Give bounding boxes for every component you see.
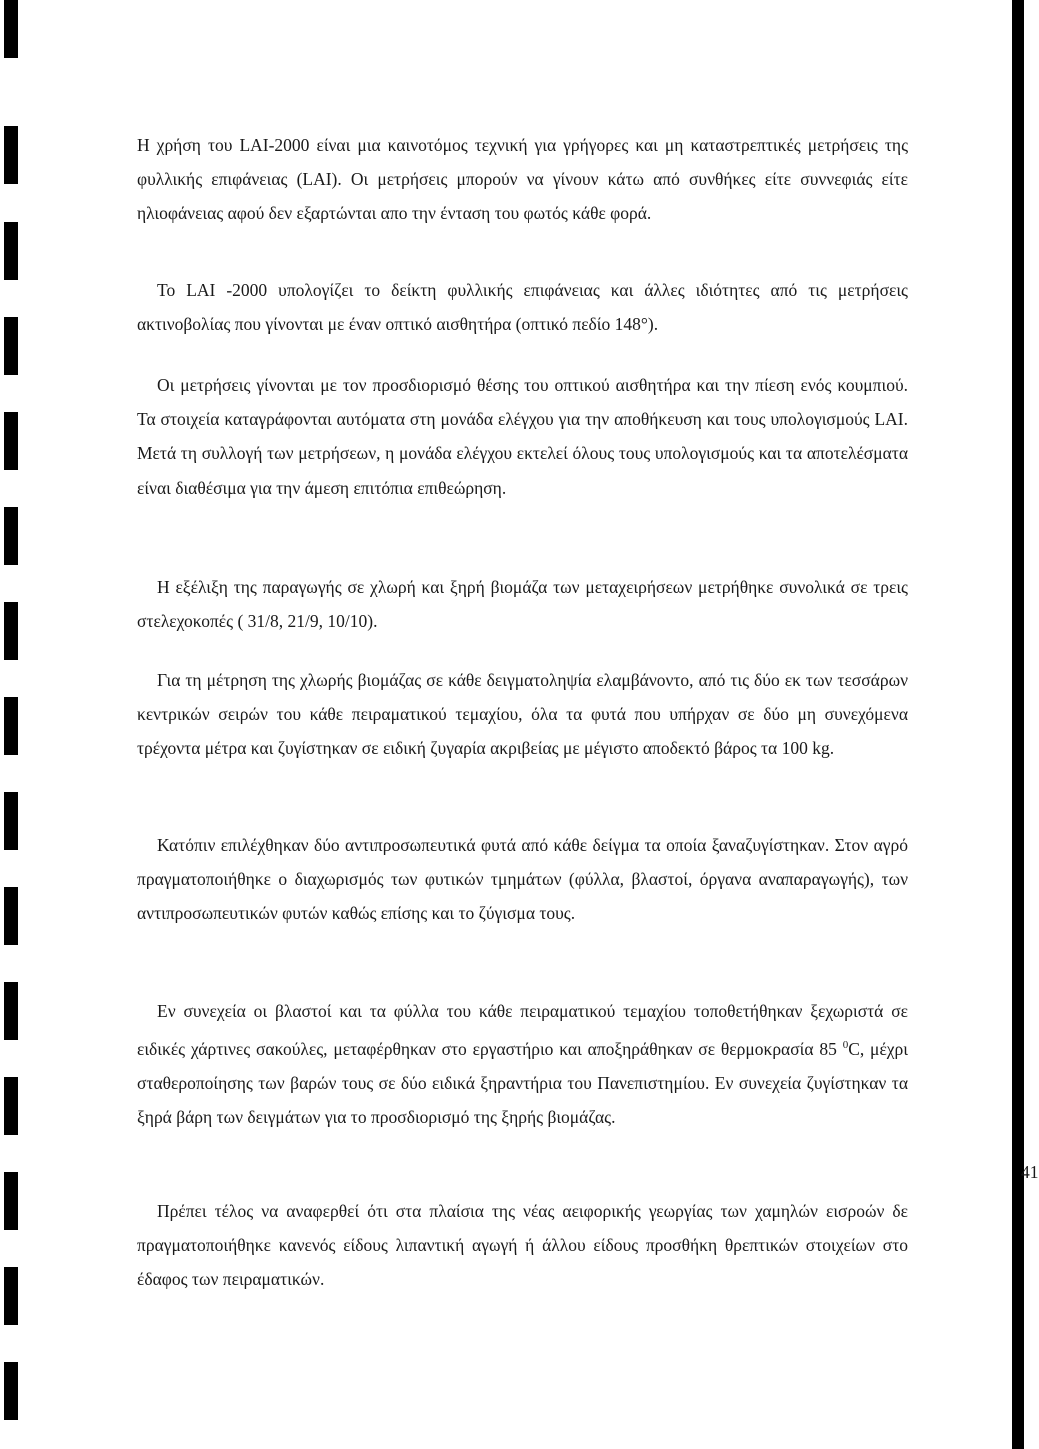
paragraph-measurement-procedure: Οι μετρήσεις γίνονται με τον προσδιορισμό θέσης του οπτικού αισθητήρα και την πίεση ενός κουμπιού. Τα στοιχεία καταγράφονται αυτόματα στη μονάδα ελέγχου για την αποθήκευση και τους υπολογισμούς LAI. Μετά τη συλλογή των μετρήσεων, η μονάδα ελέγχου εκτελεί όλους τους υπολογισμούς και τα αποτελέσματα είναι διαθέσιμα για την άμεση επιτόπια επιθεώρηση.	[137, 375, 908, 498]
scan-binding-strip	[0, 0, 22, 1449]
binding-mark	[4, 1362, 18, 1420]
binding-mark	[4, 1267, 18, 1325]
paragraph-biomass-evolution: Η εξέλιξη της παραγωγής σε χλωρή και ξηρή βιομάζα των μεταχειρήσεων μετρήθηκε συνολικά σε τρεις στελεχοκοπές ( 31/8, 21/9, 10/10).	[137, 577, 908, 632]
paragraph-low-input-note: Πρέπει τέλος να αναφερθεί ότι στα πλαίσια της νέας αειφορικής γεωργίας των χαμηλών εισροών δε πραγματοποιήθηκε κανενός είδους λιπαντική αγωγή ή άλλου είδους προσθήκη θρεπτικών στοιχείων στο έδαφος των πειραματικών.	[137, 1201, 908, 1290]
binding-mark	[4, 412, 18, 470]
scan-right-edge	[1012, 0, 1024, 1449]
binding-mark	[4, 982, 18, 1040]
paragraph-fresh-biomass-method: Για τη μέτρηση της χλωρής βιομάζας σε κάθε δειγματοληψία ελαμβάνοντο, από τις δύο εκ των τεσσάρων κεντρικών σειρών του κάθε πειραματικού τεμαχίου, όλα τα φυτά που υπήρχαν σε δύο μη συνεχόμενα τρέχοντα μέτρα και ζυγίστηκαν σε ειδική ζυγαρία ακριβείας με μέγιστο αποδεκτό βάρος τα 100 kg.	[137, 670, 908, 759]
binding-mark	[4, 222, 18, 280]
binding-mark	[4, 792, 18, 850]
binding-mark	[4, 1077, 18, 1135]
degree-superscript: 0	[842, 1039, 849, 1052]
binding-mark	[4, 1172, 18, 1230]
binding-mark	[4, 697, 18, 755]
binding-mark	[4, 0, 18, 58]
page-number: 41	[1021, 1162, 1039, 1182]
binding-mark	[4, 126, 18, 184]
paragraph-lai-2000-intro: Η χρήση του LAI-2000 είναι μια καινοτόμος τεχνική για γρήγορες και μη καταστρεπτικές μετρήσεις της φυλλικής επιφάνειας (LAI). Οι μετρήσεις μπορούν να γίνουν κάτω από συνθήκες είτε συννεφιάς είτε ηλιοφάνειας αφού δεν εξαρτώνται απο την ένταση του φωτός κάθε φορά.	[137, 135, 908, 224]
paragraph-representative-plants: Κατόπιν επιλέχθηκαν δύο αντιπροσωπευτικά φυτά από κάθε δείγμα τα οποία ξαναζυγίστηκαν. Στον αγρό πραγματοποιήθηκε ο διαχωρισμός των φυτικών τμημάτων (φύλλα, βλαστοί, όργανα αναπαραγωγής), των αντιπροσωπευτικών φυτών καθώς επίσης και το ζύγισμα τους.	[137, 835, 908, 924]
binding-mark	[4, 887, 18, 945]
paragraph-drying-process	[137, 994, 908, 1135]
paragraph-lai-calculation: Το LAI -2000 υπολογίζει το δείκτη φυλλικής επιφάνειας και άλλες ιδιότητες από τις μετρήσεις ακτινοβολίας που γίνονται με έναν οπτικό αισθητήρα (οπτικό πεδίο 148°).	[137, 280, 908, 335]
binding-mark	[4, 507, 18, 565]
drying-text-before: Εν συνεχεία οι βλαστοί και τα φύλλα του κάθε πειραματικού τεμαχίου τοποθετήθηκαν ξεχωριστά σε ειδικές χάρτινες σακούλες, μεταφέρθηκαν στο εργαστήριο και αποξηράθηκαν σε θερμοκρασία 85	[137, 1001, 908, 1060]
drying-text-after: C, μέχρι σταθεροποίησης των βαρών τους σε δύο ειδικά ξηραντήρια του Πανεπιστημίου. Εν συνεχεία ζυγίστηκαν τα ξηρά βάρη των δειγμάτων για το προσδιορισμό της ξηρής βιομάζας.	[137, 1039, 908, 1128]
binding-mark	[4, 602, 18, 660]
binding-mark	[4, 317, 18, 375]
